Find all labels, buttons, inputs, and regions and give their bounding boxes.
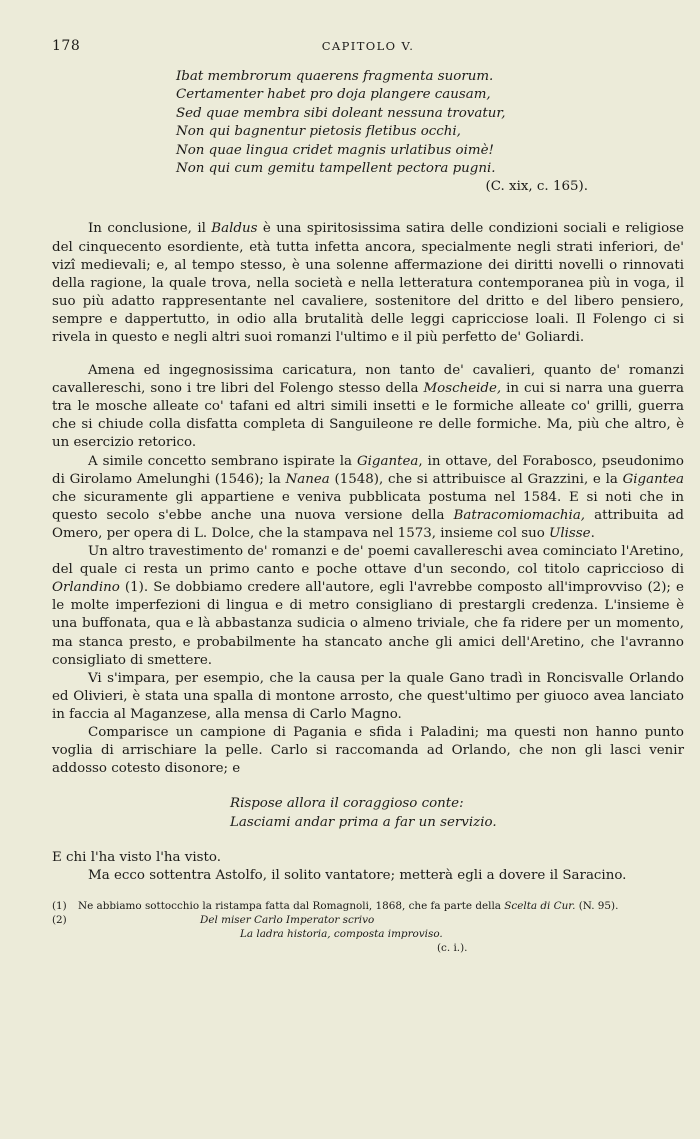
- footnote-number: (2): [52, 914, 67, 927]
- title-italic: Gigantea: [622, 471, 685, 487]
- footnote-verse-line: La ladra historia, composta improviso.: [240, 928, 443, 941]
- body-text: [52, 220, 684, 885]
- footnotes: [52, 899, 684, 955]
- text-run: In conclusione, il: [88, 221, 212, 237]
- verse-line: Certamenter habet pro doja plangere causam,: [176, 87, 491, 103]
- text-run: Un altro travestimento de' romanzi e de' poemi cavallereschi avea cominciato l'Aretino, del quale ci resta un primo canto e poche ottave d'un secondo, col titolo capriccioso di: [52, 544, 684, 578]
- title-italic: Batracomiomachia,: [453, 507, 586, 523]
- verse-line: Sed quae membra sibi doleant nessuna trovatur,: [176, 105, 506, 121]
- text-run: A simile concetto sembrano ispirate la: [88, 453, 357, 469]
- title-italic: Nanea: [285, 471, 330, 487]
- footnote-italic: Scelta di Cur.: [504, 900, 576, 913]
- quoted-verse: [230, 795, 684, 832]
- text-run: che sicuramente gli appartiene e veniva pubblicata postuma nel 1584. E si noti che in questo secolo s'ebbe anche una nuova versione della: [52, 489, 684, 523]
- quote-line: Lasciami andar prima a far un servizio.: [230, 814, 497, 830]
- verse-citation: (C. xix, c. 165).: [485, 179, 588, 195]
- paragraph: Comparisce un campione di Pagania e sfida i Paladini; ma questi non hanno punto voglia di arrischiare la pelle. Carlo si raccomanda ad Orlando, che non gli lasci venir addosso cotesto disonore; e: [52, 724, 684, 777]
- footnote-number: (1): [52, 900, 67, 913]
- paragraph: E chi l'ha visto l'ha visto.: [52, 850, 221, 866]
- running-head: CAPITOLO V.: [321, 39, 415, 53]
- verse-line: Non qui cum gemitu tampellent pectora pugni.: [176, 161, 496, 177]
- title-italic: Moscheide,: [423, 381, 502, 397]
- text-run: Amena ed ingegnosissima caricatura, non tanto de' cavalieri, quanto de' romanzi cavallereschi, sono i tre libri del Folengo stesso della: [52, 363, 684, 397]
- verse-line: Ibat membrorum quaerens fragmenta suorum.: [176, 69, 494, 84]
- paragraph-gap: [52, 347, 684, 362]
- text-run: attribuita ad Omero, per opera di L. Dolce, che la stampava nel 1573, insieme col suo: [52, 507, 685, 541]
- footnote-text: (N. 95).: [575, 900, 619, 913]
- verse-line: Non quae lingua cridet magnis urlatibus oimè!: [176, 142, 494, 158]
- paragraph: [52, 362, 684, 452]
- text-run: , in ottave, del Forabosco, pseudonimo di Girolamo Amelunghi (1546); la: [52, 453, 684, 487]
- verse-line: Non qui bagnentur pietosis fletibus occhi,: [176, 124, 461, 140]
- latin-verse-block: [176, 68, 684, 178]
- footnote-1: [52, 899, 684, 913]
- title-italic: Baldus: [211, 221, 258, 237]
- text-run: .: [590, 525, 595, 541]
- text-run: (1). Se dobbiamo credere all'autore, egli l'avrebbe composto all'improvviso (2); e le molte imperfezioni di lingua e di metro consigliano di prestargli credenza. L'insieme è una buffonata, qua e là abbastanza sudicia o almeno triviale, che fa ridere per un momento, ma stanca presto, e probabilmente ha stancato anche gli amici dell'Aretino, che l'avranno consigliato di smettere.: [52, 580, 684, 668]
- text-run: in cui si narra una guerra tra le mosche alleate co' tafani ed altri simili insetti e le formiche alleate co' grilli, guerra che si chiude colla disfatta completa di Sanguileone re delle formiche. Ma, più che altro, è un esercizio retorico.: [52, 381, 684, 451]
- paragraph: [52, 543, 684, 670]
- text-run: (1548), che si attribuisce al Grazzini, e la: [329, 471, 623, 487]
- quote-line: Rispose allora il coraggioso conte:: [230, 796, 464, 812]
- paragraph: Ma ecco sottentra Astolfo, il solito vantatore; metterà egli a dovere il Saracino.: [88, 868, 627, 884]
- paragraph: [52, 220, 684, 347]
- title-italic: Ulisse: [549, 525, 591, 541]
- text-run: è una spiritosissima satira delle condizioni sociali e religiose del cinquecento esordiente, età tutta infetta ancora, specialmente negli strati inferiori, de' vizî medievali; e, al tempo stesso, è una solenne affermazione dei diritti novelli o rinnovati della ragione, la quale trova, nella società e nella letteratura contemporanea più in voga, il suo più adatto rappresentante nel cavaliere, sostenitore del dritto e del libero pensiero, sempre e dappertutto, in odio alla brutalità delle leggi capricciose loali. Il Folengo ci si rivela in questo e negli altri suoi romanzi l'ultimo e il più perfetto de' Goliardi.: [52, 221, 684, 345]
- book-page: [52, 38, 684, 955]
- footnote-verse-line: Del miser Carlo Imperator scrivo: [200, 914, 375, 927]
- title-italic: Orlandino: [52, 580, 120, 596]
- paragraph: Vi s'impara, per esempio, che la causa per la quale Gano tradì in Roncisvalle Orlando ed Olivieri, è stata una spalla di montone arrosto, che quest'ultimo per giuoco avea lanciato in faccia al Maganzese, alla mensa di Carlo Magno.: [52, 670, 684, 722]
- footnote-text: Ne abbiamo sottocchio la ristampa fatta dal Romagnoli, 1868, che fa parte della: [78, 900, 505, 913]
- page-header: [52, 38, 684, 60]
- footnote-citation: (c. i.).: [437, 942, 468, 955]
- title-italic: Gigantea: [356, 453, 419, 469]
- page-number: 178: [52, 38, 81, 54]
- paragraph: [52, 453, 684, 543]
